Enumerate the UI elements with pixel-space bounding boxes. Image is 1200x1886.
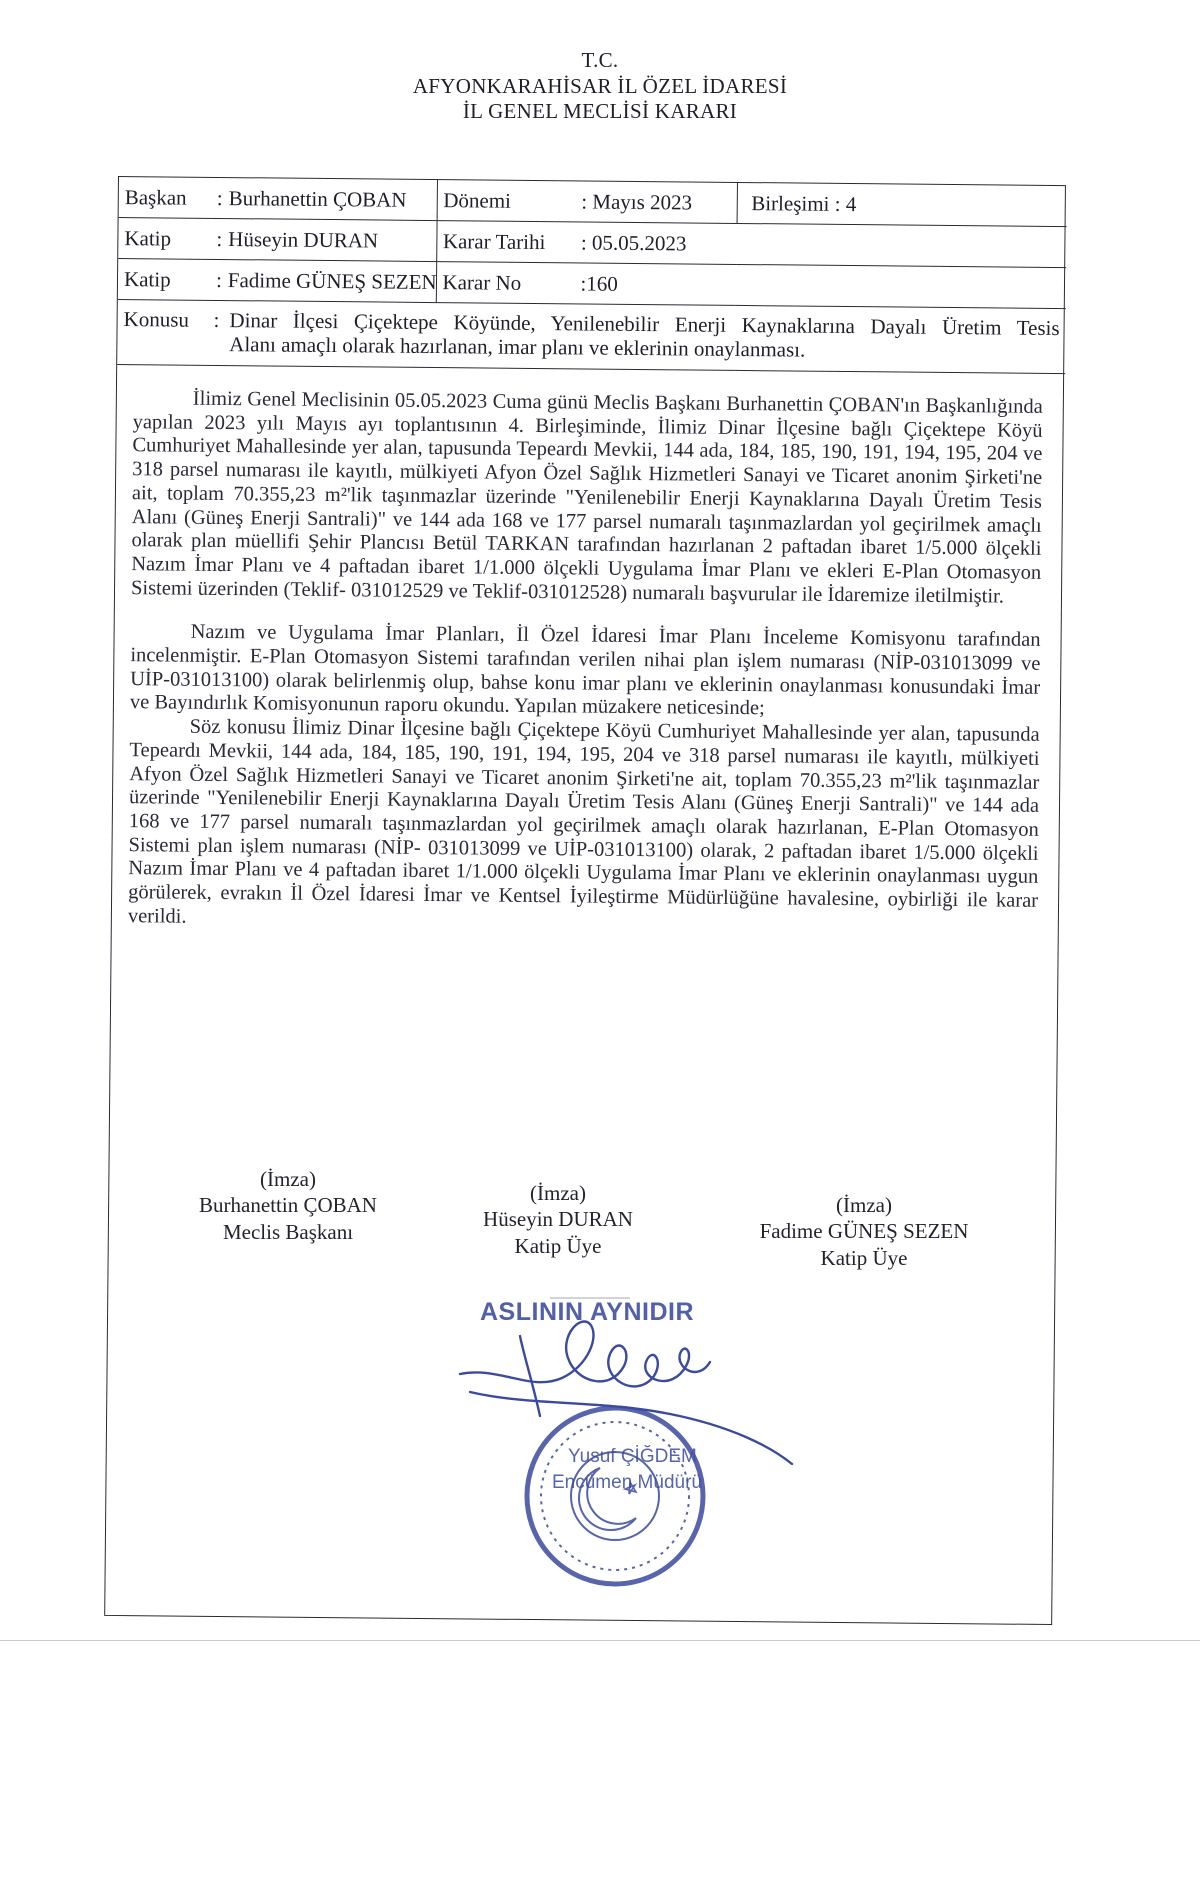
katip-1-value: Hüseyin DURAN bbox=[228, 226, 379, 252]
meta-cell-katip-1 bbox=[118, 218, 436, 262]
signature-title: Katip Üye bbox=[514, 1233, 602, 1258]
signature-imza: (İmza) bbox=[260, 1167, 316, 1191]
signature-clerk-1 bbox=[428, 1180, 688, 1259]
signature-name: Hüseyin DURAN bbox=[483, 1207, 633, 1232]
meta-cell-empty bbox=[736, 223, 1066, 267]
konusu-text bbox=[229, 310, 1060, 365]
signature-name: Fadime GÜNEŞ SEZEN bbox=[759, 1219, 969, 1244]
decision-meta-table bbox=[117, 177, 1067, 374]
karar-tarihi-value: : 05.05.2023 bbox=[580, 229, 687, 255]
meta-cell-karar-no bbox=[436, 262, 736, 306]
body-paragraph-1: İlimiz Genel Meclisinin 05.05.2023 Cuma günü Meclis Başkanı Burhanettin ÇOBAN'ın Başkanlığında yapılan 2023 yılı Mayıs ayı toplantısının 4. Birleşiminde, İlimiz Dinar İlçesine bağlı Çiçektepe Köyü Cumhuriyet Mahallesinde yer alan, tapusunda Tepeardı Mevkii, 144 ada, 184, 185, 190, 191, 194, 195, 204 ve 318 parsel numarası ile kayıtlı, mülkiyeti Afyon Özel Sağlık Hizmetleri Sanayi ve Ticaret anonim Şirketi'ne ait, toplam 70.355,23 m²'lik taşınmazlar üzerinde "Yenilenebilir Enerji Kaynaklarına Dayalı Üretim Tesis Alanı (Güneş Enerji Santrali)" ve 144 ada 168 ve 177 parsel numaralı taşınmazlardan yol geçirilmek amaçlı olarak plan müellifi Şehir Plancısı Betül TARKAN tarafından hazırlanan 2 paftadan ibaret 1/5.000 ölçekli Nazım İmar Planı ve 4 paftadan ibaret 1/1.000 ölçekli Uygulama İmar Planı ve ekleri E-Plan Otomasyon Sistemi üzerinden (Teklif- 031012529 ve Teklif-031012528) numaralı başvurular ile İdaremize iletilmiştir. bbox=[130, 387, 1043, 608]
signature-title: Meclis Başkanı bbox=[222, 1219, 354, 1244]
meta-cell-katip-2 bbox=[118, 259, 436, 303]
katip-2-value: Fadime GÜNEŞ SEZEN bbox=[227, 267, 437, 294]
scan-edge-line bbox=[0, 1640, 1200, 1641]
handwritten-signature bbox=[460, 1322, 792, 1464]
signature-chairman bbox=[158, 1166, 418, 1245]
body-paragraph-3: Söz konusu İlimiz Dinar İlçesine bağlı Çiçektepe Köyü Cumhuriyet Mahallesinde yer alan, tapusunda Tepeardı Mevkii, 144 ada, 184, 185, 190, 191, 194, 195, 204 ve 318 parsel numarası ile kayıtlı, mülkiyeti Afyon Özel Sağlık Hizmetleri Sanayi ve Ticaret anonim Şirketi'ne ait, toplam 70.355,23 m²'lik taşınmazlar üzerinde "Yenilenebilir Enerji Kaynaklarına Dayalı Üretim Tesis Alanı (Güneş Enerji Santrali)" ve 144 ada 168 ve 177 parsel numaralı taşınmazlardan yol geçirilmek amaçlı olarak hazırlanan, E-Plan Otomasyon Sistemi plan işlem numarası (NİP- 031013099 ve UİP-031013100) olarak, 2 paftadan ibaret 1/5.000 ölçekli Nazım İmar Planı ve 4 paftadan ibaret 1/1.000 ölçekli Uygulama İmar Planı ve eklerinin onaylanması uygun görülerek, evrakın İl Özel İdaresi İmar ve Kentsel İyileştirme Müdürlüğüne havalesine, oybirliği ile karar verildi. bbox=[127, 715, 1040, 928]
signature-title: Katip Üye bbox=[820, 1245, 908, 1270]
meta-cell-konusu bbox=[117, 300, 1066, 374]
signature-name: Burhanettin ÇOBAN bbox=[199, 1193, 377, 1218]
decision-body bbox=[112, 365, 1063, 938]
meta-cell-empty bbox=[736, 264, 1066, 308]
meta-cell-baskan bbox=[119, 177, 437, 221]
konusu-line-1: Dinar İlçesi Çiçektepe Köyünde, Yenilenebilir Enerji Kaynaklarına Dayalı Üretim Tesis bbox=[229, 308, 1060, 341]
birlesim-value: : 4 bbox=[834, 191, 857, 216]
baskan-label: Başkan bbox=[124, 184, 187, 210]
header-line-title: İL GENEL MECLİSİ KARARI bbox=[462, 99, 738, 124]
signature-clerk-2 bbox=[734, 1192, 994, 1271]
stamp-aslinin-aynidir: ASLININ AYNIDIR bbox=[480, 1298, 695, 1326]
konusu-line-2: Alanı amaçlı olarak hazırlanan, imar planı ve eklerinin onaylanması. bbox=[229, 332, 806, 362]
colon: : bbox=[213, 308, 220, 333]
birlesim-label: Birleşimi bbox=[751, 190, 830, 216]
meta-row-subject bbox=[117, 300, 1066, 374]
karar-tarihi-label: Karar Tarihi bbox=[442, 228, 546, 254]
donem-label: Dönemi bbox=[443, 187, 512, 213]
meta-cell-donem bbox=[437, 180, 737, 223]
katip-1-label: Katip bbox=[124, 225, 172, 251]
colon: : bbox=[216, 226, 223, 251]
stamp-officer-title: Encümen Müdürü bbox=[552, 1472, 702, 1493]
konusu-label: Konusu bbox=[123, 307, 190, 333]
header-line-tc: T.C. bbox=[581, 48, 619, 72]
baskan-value: Burhanettin ÇOBAN bbox=[228, 185, 407, 212]
document-header bbox=[0, 48, 1200, 125]
signature-imza: (İmza) bbox=[836, 1193, 892, 1217]
official-seal-and-stamp bbox=[440, 1296, 800, 1596]
donem-value: : Mayıs 2023 bbox=[581, 188, 693, 215]
body-paragraph-2: Nazım ve Uygulama İmar Planları, İl Özel İdaresi İmar Planı İnceleme Komisyonu tarafından incelenmiştir. E-Plan Otomasyon Sistemi tarafından verilen nihai plan işlem numarası (NİP-031013099 ve UİP-031013100) olarak belirlenmiş olup, bahse konu imar planı ve eklerinin onaylanması konusundaki İmar ve Bayındırlık Komisyonunun raporu okundu. Yapılan müzakere neticesinde; bbox=[129, 621, 1041, 720]
colon: : bbox=[215, 267, 222, 292]
meta-cell-karar-tarihi bbox=[436, 221, 736, 265]
seal-circle bbox=[527, 1408, 703, 1584]
colon: : bbox=[216, 185, 223, 210]
karar-no-value: :160 bbox=[580, 270, 618, 296]
karar-no-label: Karar No bbox=[442, 269, 522, 295]
stamp-officer-name: Yusuf ÇİĞDEM bbox=[568, 1446, 697, 1467]
signature-imza: (İmza) bbox=[530, 1181, 586, 1205]
katip-2-label: Katip bbox=[123, 266, 171, 292]
header-line-institution: AFYONKARAHİSAR İL ÖZEL İDARESİ bbox=[412, 73, 788, 98]
meta-cell-birlesim bbox=[737, 183, 1067, 227]
